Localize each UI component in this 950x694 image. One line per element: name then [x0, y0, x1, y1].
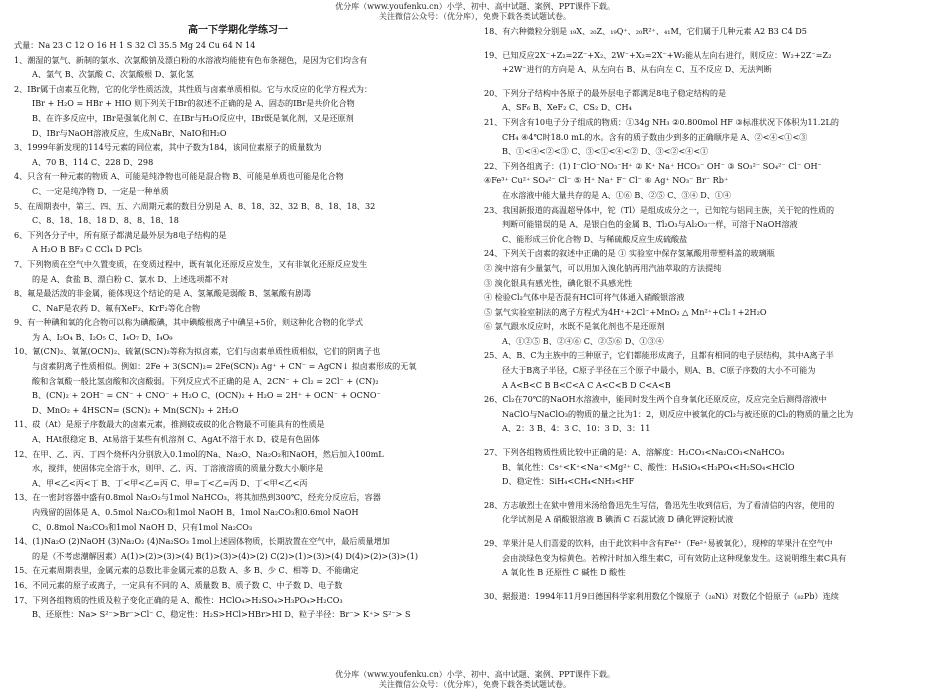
question-line: C、NaF是农药 D、氟有XeF₂、KrF₂等化合物	[32, 302, 201, 313]
question-line: ⑥ 氯气跟水反应时，水既不是氧化剂也不是还原剂	[484, 321, 665, 332]
question-line: 酸和含氧酸一般比氢卤酸和次卤酸弱。下列反应式不正确的是 A、2CN⁻ + Cl₂ = 2Cl⁻ + (CN)₂	[32, 375, 379, 386]
question-line: 的是（不考虑潮解因素）A(1)>(2)>(3)>(4) B(1)>(3)>(4)>(2) C(2)>(1)>(3)>(4) D(4)>(2)>(3)>(1)	[32, 550, 419, 561]
blank-gap	[484, 527, 936, 536]
blank-gap	[484, 39, 936, 48]
page-footer	[0, 670, 950, 690]
question-line: 8、氟是最活泼的非金属，能体现这个结论的是 A、氢氟酸是弱酸 B、氢氟酸有剧毒	[14, 288, 312, 299]
question-line: 15、在元素周期表里，金属元素的总数比非金属元素的总数 A、多 B、少 C、相等 D、不能确定	[14, 565, 359, 576]
question-line: 21、下列含有10电子分子组成的物质：①34g NH₃ ②0.800mol HF ③标准状况下体积为11.2L的	[484, 116, 839, 127]
page-title: 高一下学期化学练习一	[188, 25, 288, 36]
question-line: 26、Cl₂在70℃的NaOH水溶液中，能同时发生两个自身氧化还原反应，反应完全后测得溶液中	[484, 394, 827, 405]
blank-gap	[484, 436, 936, 445]
question-line: 3、1999年新发现的114号元素的同位素，其中子数为184，该同位素原子的质量数为	[14, 142, 322, 153]
page-header	[0, 2, 950, 22]
question-line: 13、在一密封容器中盛有0.8mol Na₂O₂与1mol NaHCO₃，将其加热到300℃，经充分反应后，容器	[14, 492, 381, 503]
question-line: 14、(1)Na₂O (2)NaOH (3)Na₂O₂ (4)Na₂SO₃ 1mol上述固体物质，长期放置在空气中，最后质量增加	[14, 536, 390, 547]
question-line: C、0.8mol Na₂CO₃和1mol NaOH D、只有1mol Na₂CO₃	[32, 521, 253, 532]
question-line: A、SF₆ B、XeF₂ C、CS₂ D、CH₄	[502, 102, 632, 113]
question-line: 5、在周期表中，第三、四、五、六周期元素的数目分别是 A、8、18、32、32 B、8、18、18、32	[14, 200, 376, 211]
question-line: 9、有一种碘和氧的化合物可以称为碘酸碘，其中碘酸根离子中碘呈+5价，则这种化合物的化学式	[14, 317, 363, 328]
question-line: ④Fe³⁺ Cu²⁺ SO₄²⁻ Cl⁻ ⑤ H⁺ Na⁺ F⁻ Cl⁻ ⑥ Ag⁺ NO₃⁻ Br⁻ Rb⁺	[484, 175, 729, 186]
question-line: CH₄ ④4℃时18.0 mL的水。含有的质子数由少到多的正确顺序是 A、②<④<①<③	[502, 131, 808, 142]
question-line: IBr + H₂O = HBr + HIO 则下列关于IBr的叙述不正确的是 A、固态的IBr是共价化合物	[32, 98, 355, 109]
question-line: ⑤ 氯气实验室制法的离子方程式为4H⁺+2Cl⁻+MnO₂ △ Mn²⁺+Cl₂↑+2H₂O	[484, 306, 767, 317]
question-line: 27、下列各组物质性质比较中正确的是：A、溶解度：H₂CO₃<Na₂CO₃<NaHCO₃	[484, 447, 785, 458]
question-line: A、HAt很稳定 B、At易溶于某些有机溶剂 C、AgAt不溶于水 D、砹是有色固体	[32, 434, 320, 445]
question-line: C、一定是纯净物 D、一定是一种单质	[32, 185, 169, 196]
question-line: 在水溶液中能大量共存的是 A、①⑥ B、②⑤ C、③④ D、①④	[502, 189, 732, 200]
question-line: B、在许多反应中，IBr是强氧化剂 C、在IBr与H₂O反应中，IBr既是氧化剂，又是还原剂	[32, 112, 354, 123]
question-line: 17、下列各组物质的性质及粒子变化正确的是 A、酸性：HClO₄>H₂SO₄>H₃PO₄>H₂CO₃	[14, 594, 343, 605]
question-line: 为 A、I₂O₄ B、I₂O₅ C、I₄O₇ D、I₄O₉	[32, 331, 173, 342]
question-line: 径大于B离子半径，C原子半径在三个原子中最小，则A、B、C原子序数的大小不可能为	[502, 365, 816, 376]
blank-gap	[484, 77, 936, 86]
question-line: B、(CN)₂ + 2OH⁻ = CN⁻ + CNO⁻ + H₂O C、(OCN)₂ + H₂O = 2H⁺ + OCN⁻ + OCNO⁻	[32, 390, 381, 401]
footer-line-2: 关注微信公众号：（优分库），免费下载各类试题试卷。	[379, 680, 571, 689]
question-line: +2W⁻进行的方向是 A、从左向右 B、从右向左 C、互不反应 D、无法判断	[502, 64, 772, 75]
question-line: ③ 溴化银具有感光性，碘化银不具感光性	[484, 277, 633, 288]
question-line: D、稳定性：SiH₄<CH₄<NH₃<HF	[502, 476, 635, 487]
question-line: 12、在甲、乙、丙、丁四个烧杯内分别放入0.1mol的Na、Na₂O、Na₂O₂和NaOH，然后加入100mL	[14, 448, 384, 459]
question-line: B、还原性：Na> S²⁻>Br⁻>Cl⁻ C、稳定性：H₂S>HCl>HBr>HI D、粒子半径：Br⁻> K⁺> S²⁻> S	[32, 609, 411, 620]
question-line: 会由淡绿色变为棕黄色。若榨汁时加入维生素C，可有效防止这种现象发生。这说明维生素C具有	[502, 552, 847, 563]
question-line: 与卤素阴离子性质相似。例如：2Fe + 3(SCN)₂= 2Fe(SCN)₃ Ag⁺ + CN⁻ = AgCN↓ 拟卤素形成的无氧	[32, 361, 417, 372]
question-line: 10、氰(CN)₂、氧氰(OCN)₂、硫氰(SCN)₂等称为拟卤素，它们与卤素单质性质相似，它们的阴离子也	[14, 346, 381, 357]
question-line: A、甲<乙<丙<丁 B、丁<甲<乙=丙 C、甲=丁<乙=丙 D、丁<甲<乙<丙	[32, 477, 308, 488]
right-question-list	[484, 24, 936, 603]
question-line: NaClO与NaClO₃的物质的量之比为1：2，则反应中被氧化的Cl₂与被还原的Cl₂的物质的量之比为	[502, 408, 854, 419]
question-line: A 氧化性 B 还原性 C 碱性 D 酸性	[502, 567, 626, 578]
question-line: B、氧化性：Cs⁺<K⁺<Na⁺<Mg²⁺ C、酸性：H₄SiO₄<H₃PO₄<H₂SO₄<HClO	[502, 461, 795, 472]
question-line: 29、苹果汁是人们喜爱的饮料，由于此饮料中含有Fe²⁺（Fe²⁺易被氧化），现榨的苹果汁在空气中	[484, 538, 833, 548]
question-line: 1、潮湿的氯气、新制的氯水、次氯酸钠及漂白粉的水溶液均能使有色布条褪色，是因为它们均含有	[14, 54, 368, 65]
question-line: D、IBr与NaOH溶液反应，生成NaBr、NaIO和H₂O	[32, 127, 227, 138]
question-line: 22、下列各组离子：(1) I⁻ClO⁻NO₃⁻H⁺ ② K⁺ Na⁺ HCO₃⁻ OH⁻ ③ SO₃²⁻ SO₄²⁻ Cl⁻ OH⁻	[484, 160, 822, 171]
question-line: A、①②⑤ B、②④⑥ C、②⑤⑥ D、①③④	[502, 335, 664, 346]
question-line: 2、IBr属于卤素互化物，它的化学性质活泼，其性质与卤素单质相似。它与水反应的化学方程式为：	[14, 83, 373, 94]
header-line-2: 关注微信公众号：（优分库），免费下载各类试题试卷。	[379, 12, 571, 21]
left-column	[14, 24, 462, 622]
question-line: 16、不同元素的原子或离子，一定具有不同的 A、质量数 B、质子数 C、中子数 D、电子数	[14, 579, 343, 590]
question-line: 7、下列物质在空气中久置变质，在变质过程中，既有氧化还原反应发生，又有非氧化还原反应发生	[14, 258, 368, 269]
question-line: 11、砹（At）是原子序数最大的卤素元素，推测砹或砹的化合物最不可能具有的性质是	[14, 419, 325, 430]
question-line: 化学试剂是 A 硝酸银溶液 B 碘酒 C 石蕊试液 D 碘化钾淀粉试液	[502, 514, 734, 525]
question-line: 内残留的固体是 A、0.5mol Na₂CO₃和1mol NaOH B、1mol Na₂CO₃和0.6mol NaOH	[32, 507, 359, 517]
question-line: 18、有六种微粒分别是 ₁₉X、₂₀Z、₁₉Q⁺、₂₀R²⁺、₄₁M，它们属于几种元素 A2 B3 C4 D5	[484, 26, 807, 36]
footer-line-1: 优分库（www.youfenku.cn）小学、初中、高中试题、案例、PPT课件下载。	[335, 670, 615, 679]
question-line: B、①<④<②<③ C、③<①<④<② D、③<②<④<①	[502, 146, 709, 157]
question-line: 23、我国新报道的高温超导体中，铊（Tl）是组成成分之一，已知铊与铝同主族，关于铊的性质的	[484, 204, 835, 215]
question-line: C、能形成三价化合物 D、与稀硫酸反应生成硫酸盐	[502, 233, 688, 244]
question-line: 20、下列分子结构中各原子的最外层电子都满足8电子稳定结构的是	[484, 87, 727, 98]
question-line: 25、A、B、C为主族中的三种原子，它们都能形成离子，且都有相同的电子层结构，其中A离子半	[484, 350, 834, 361]
question-line: C、8、18、18、18 D、8、8、18、18	[32, 215, 179, 226]
question-line: 判断可能错误的是 A、是银白色的金属 B、Tl₂O₃与Al₂O₃一样，可溶于NaOH溶液	[502, 219, 798, 230]
question-line: D、MnO₂ + 4HSCN= (SCN)₂ + Mn(SCN)₂ + 2H₂O	[32, 404, 239, 415]
question-line: A H₂O B BF₃ C CCl₄ D PCl₅	[32, 244, 142, 255]
left-question-list	[14, 38, 462, 622]
question-line: 4、只含有一种元素的物质 A、可能是纯净物也可能是混合物 B、可能是单质也可能是化合物	[14, 171, 344, 182]
question-line: ④ 检验Cl₂气体中是否混有HCl可将气体通入硝酸银溶液	[484, 292, 685, 303]
question-line: A、2：3 B、4：3 C、10：3 D、3：11	[502, 423, 651, 434]
question-line: 式量：Na 23 C 12 O 16 H 1 S 32 Cl 35.5 Mg 24 Cu 64 N 14	[14, 40, 256, 50]
question-line: A、氯气 B、次氯酸 C、次氯酸根 D、氯化氢	[32, 69, 194, 80]
header-line-1: 优分库（www.youfenku.cn）小学、初中、高中试题、案例、PPT课件下载。	[335, 2, 615, 11]
question-line: ② 溴中溶有少量氯气，可以用加入溴化钠再用汽油萃取的方法提纯	[484, 262, 722, 273]
blank-gap	[484, 489, 936, 498]
question-line: 30、据报道：1994年11月9日德国科学家利用数亿个镍原子（₂₈Ni）对数亿个铅原子（₈₂Pb）连续	[484, 590, 839, 601]
question-line: 水，搅拌，使固体完全溶于水，则甲、乙、丙、丁溶液溶质的质量分数大小顺序是	[32, 463, 324, 474]
blank-gap	[484, 580, 936, 589]
question-line: A A<B<C B B<C<A C A<C<B D C<A<B	[502, 379, 671, 390]
question-line: 28、方志敏烈士在狱中曾用米汤给鲁迅先生写信，鲁迅先生收到信后，为了看清信的内容，使用的	[484, 499, 835, 510]
question-line: 19、已知反应2X⁻+Z₂=2Z⁻+X₂、2W⁻+X₂=2X⁻+W₂能从左向右进行，则反应：W₂+2Z⁻=Z₂	[484, 49, 832, 60]
question-line: 6、下列各分子中，所有原子都满足最外层为8电子结构的是	[14, 229, 227, 240]
right-column	[484, 24, 936, 603]
question-line: 的是 A、食盐 B、漂白粉 C、氯水 D、上述选项都不对	[32, 273, 229, 284]
question-line: 24、下列关于卤素的叙述中正确的是 ① 实验室中保存氢氟酸用带塑料盖的玻璃瓶	[484, 248, 775, 259]
question-line: A、70 B、114 C、228 D、298	[32, 156, 154, 167]
